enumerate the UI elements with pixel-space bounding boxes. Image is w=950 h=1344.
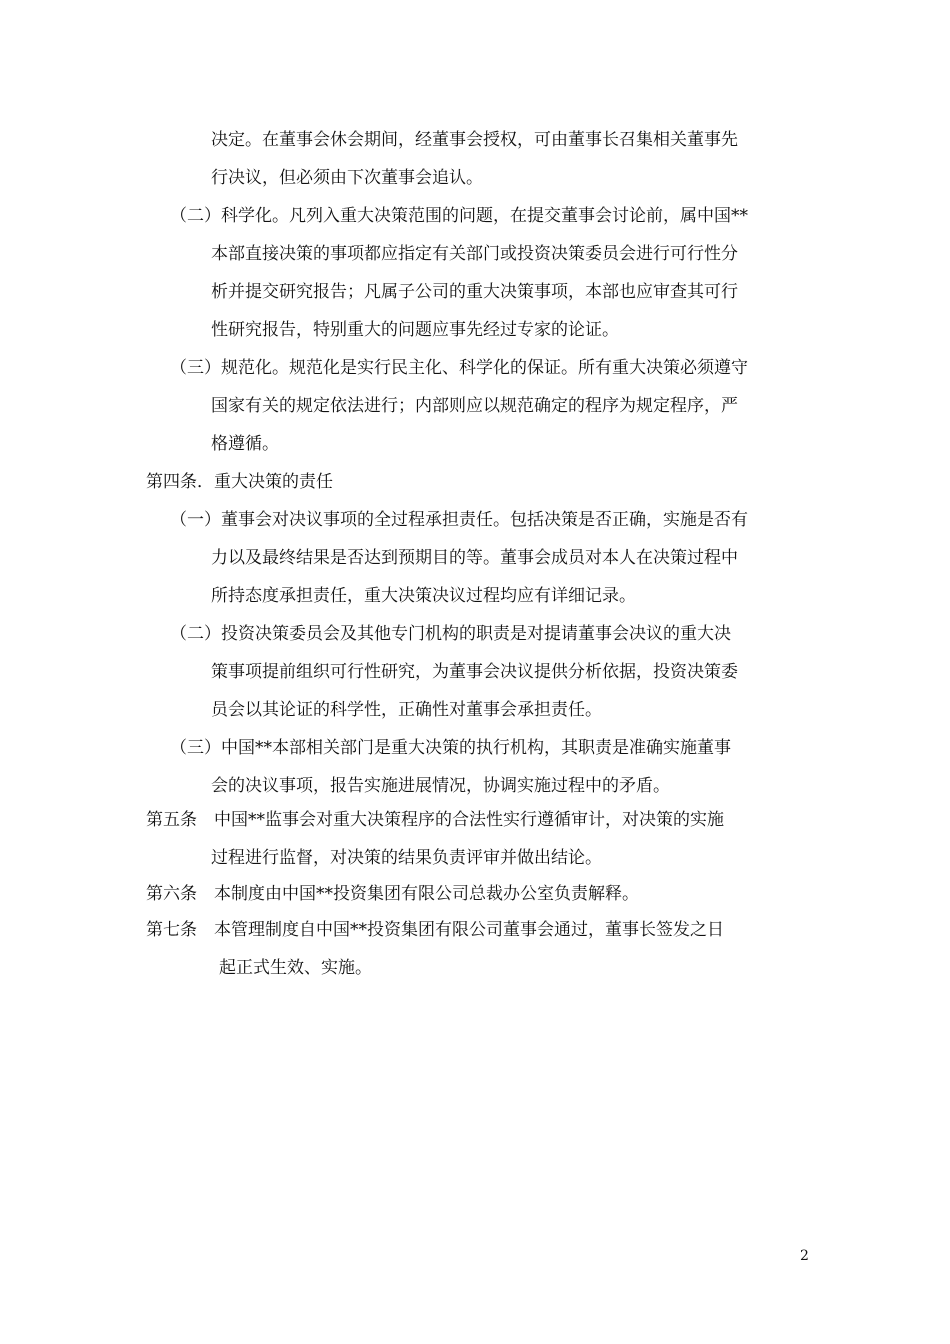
text-line: 过程进行监督，对决策的结果负责评审并做出结论。 [211,848,602,868]
text-line: 性研究报告，特别重大的问题应事先经过专家的论证。 [211,320,619,340]
text-line: 会的决议事项，报告实施进展情况，协调实施过程中的矛盾。 [211,776,670,796]
text-line: 行决议，但必须由下次董事会追认。 [211,168,483,188]
text-line: 析并提交研究报告；凡属子公司的重大决策事项，本部也应审查其可行 [211,282,738,302]
article-line: 第六条 本制度由中国**投资集团有限公司总裁办公室负责解释。 [146,884,639,904]
text-line: 决定。在董事会休会期间，经董事会授权，可由董事长召集相关董事先 [211,130,738,150]
page-number: 2 [800,1248,809,1264]
text-line: 本部直接决策的事项都应指定有关部门或投资决策委员会进行可行性分 [211,244,738,264]
text-line: 力以及最终结果是否达到预期目的等。董事会成员对本人在决策过程中 [211,548,738,568]
text-line: 格遵循。 [211,434,279,454]
text-line: （三）中国**本部相关部门是重大决策的执行机构，其职责是准确实施董事 [170,738,731,758]
text-line: （二）科学化。凡列入重大决策范围的问题，在提交董事会讨论前，属中国** [170,206,748,226]
text-line: 策事项提前组织可行性研究，为董事会决议提供分析依据，投资决策委 [211,662,738,682]
text-line: 所持态度承担责任，重大决策决议过程均应有详细记录。 [211,586,636,606]
article-line: 第七条 本管理制度自中国**投资集团有限公司董事会通过，董事长签发之日 [146,920,724,940]
article-line: 第五条 中国**监事会对重大决策程序的合法性实行遵循审计，对决策的实施 [146,810,724,830]
text-line: （一）董事会对决议事项的全过程承担责任。包括决策是否正确，实施是否有 [170,510,748,530]
text-line: 员会以其论证的科学性，正确性对董事会承担责任。 [211,700,602,720]
text-line: （二）投资决策委员会及其他专门机构的职责是对提请董事会决议的重大决 [170,624,731,644]
text-line: （三）规范化。规范化是实行民主化、科学化的保证。所有重大决策必须遵守 [170,358,748,378]
article-heading: 第四条．重大决策的责任 [146,472,333,492]
text-line: 国家有关的规定依法进行；内部则应以规范确定的程序为规定程序，严 [211,396,738,416]
text-line: 起正式生效、实施。 [219,958,372,978]
